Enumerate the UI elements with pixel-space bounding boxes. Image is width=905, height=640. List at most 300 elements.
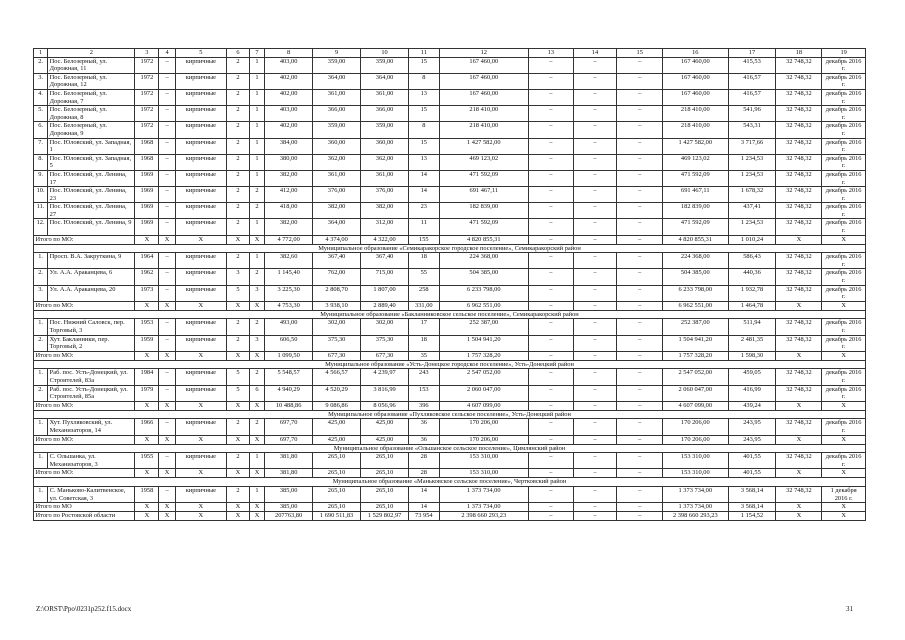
- table-cell: кирпичные: [175, 57, 226, 73]
- table-cell: 15: [409, 106, 440, 122]
- table-cell: 1: [249, 170, 264, 186]
- table-cell: кирпичные: [175, 335, 226, 351]
- table-cell: Х: [249, 401, 264, 410]
- table-cell: 1 099,50: [265, 351, 313, 360]
- table-cell: 1 427 582,00: [439, 138, 528, 154]
- table-cell: 167 460,00: [439, 57, 528, 73]
- table-cell: 2 481,35: [728, 335, 776, 351]
- table-cell: 218 410,00: [439, 106, 528, 122]
- table-cell: –: [528, 122, 573, 138]
- table-cell: кирпичные: [175, 319, 226, 335]
- table-cell: 32 748,32: [776, 319, 822, 335]
- table-cell: 425,00: [361, 435, 409, 444]
- municipality-section-row: [34, 360, 866, 369]
- table-cell: 1955: [135, 453, 159, 469]
- table-cell: 1: [249, 138, 264, 154]
- total-label: Итого по МО:: [34, 235, 135, 244]
- table-cell: –: [617, 219, 663, 235]
- table-cell: 243,95: [728, 435, 776, 444]
- table-cell: 425,00: [313, 419, 361, 435]
- table-cell: декабрь 2016 г.: [822, 170, 866, 186]
- table-cell: 153 310,00: [663, 453, 728, 469]
- table-cell: –: [617, 203, 663, 219]
- table-cell: 5.: [34, 106, 48, 122]
- table-cell: 153 310,00: [439, 453, 528, 469]
- table-cell: 224 368,00: [663, 253, 728, 269]
- table-cell: 4 753,30: [265, 301, 313, 310]
- table-cell: 1 010,24: [728, 235, 776, 244]
- table-cell: декабрь 2016 г.: [822, 335, 866, 351]
- table-cell: 1 145,40: [265, 269, 313, 285]
- table-cell: –: [528, 435, 573, 444]
- table-cell: 32 748,32: [776, 253, 822, 269]
- table-row: [34, 269, 866, 285]
- table-cell: 12.: [34, 219, 48, 235]
- table-cell: Х: [776, 503, 822, 512]
- table-cell: 218 410,00: [663, 106, 728, 122]
- table-cell: 677,30: [313, 351, 361, 360]
- table-cell: 1 932,78: [728, 285, 776, 301]
- table-cell: Х: [175, 235, 226, 244]
- column-number-header: 7: [249, 49, 264, 58]
- table-cell: Х: [175, 301, 226, 310]
- table-cell: 2: [249, 319, 264, 335]
- table-cell: Х: [776, 512, 822, 521]
- table-cell: 36: [409, 435, 440, 444]
- table-cell: 2 398 660 293,23: [439, 512, 528, 521]
- table-cell: –: [573, 385, 617, 401]
- table-cell: –: [617, 106, 663, 122]
- table-cell: –: [617, 486, 663, 502]
- table-cell: –: [617, 369, 663, 385]
- table-cell: –: [617, 73, 663, 89]
- table-cell: 504 385,00: [663, 269, 728, 285]
- table-row: [34, 122, 866, 138]
- table-cell: декабрь 2016 г.: [822, 219, 866, 235]
- table-row: [34, 253, 866, 269]
- table-cell: 1962: [135, 269, 159, 285]
- table-cell: 359,00: [361, 57, 409, 73]
- column-number-header: 10: [361, 49, 409, 58]
- table-cell: декабрь 2016 г.: [822, 89, 866, 105]
- table-cell: 367,40: [313, 253, 361, 269]
- address-cell: Пос. Юловский, ул. Ленина, 9: [48, 219, 135, 235]
- table-cell: 4 520,29: [313, 385, 361, 401]
- table-cell: Х: [135, 351, 159, 360]
- table-cell: декабрь 2016 г.: [822, 187, 866, 203]
- table-cell: 1 декабря 2016 г.: [822, 486, 866, 502]
- table-cell: 366,00: [361, 106, 409, 122]
- table-cell: декабрь 2016 г.: [822, 203, 866, 219]
- table-cell: 170 206,00: [663, 419, 728, 435]
- table-cell: 2 808,70: [313, 285, 361, 301]
- table-cell: Х: [226, 301, 249, 310]
- table-cell: 677,30: [361, 351, 409, 360]
- total-label: Итого по МО: [34, 503, 135, 512]
- address-cell: Ул. А.А. Араканцева, 20: [48, 285, 135, 301]
- table-cell: 1.: [34, 319, 48, 335]
- table-cell: Х: [249, 351, 264, 360]
- table-cell: 2: [249, 269, 264, 285]
- column-number-header: 13: [528, 49, 573, 58]
- table-cell: –: [573, 453, 617, 469]
- table-cell: 3.: [34, 285, 48, 301]
- table-cell: Х: [135, 469, 159, 478]
- table-cell: 1 373 734,00: [439, 503, 528, 512]
- municipality-section-row: [34, 310, 866, 319]
- table-cell: 2 060 047,00: [663, 385, 728, 401]
- table-cell: 167 460,00: [663, 73, 728, 89]
- total-row: [34, 503, 866, 512]
- table-cell: 14: [409, 170, 440, 186]
- table-cell: 382,00: [265, 170, 313, 186]
- table-cell: 418,00: [265, 203, 313, 219]
- table-cell: –: [617, 301, 663, 310]
- address-cell: С. Ольшанка, ул. Механизаторов, 3: [48, 453, 135, 469]
- table-cell: –: [573, 219, 617, 235]
- table-cell: 28: [409, 453, 440, 469]
- table-cell: Х: [175, 469, 226, 478]
- table-cell: 8.: [34, 154, 48, 170]
- table-cell: 1 678,32: [728, 187, 776, 203]
- table-cell: Х: [249, 512, 264, 521]
- table-cell: Х: [249, 435, 264, 444]
- table-cell: –: [159, 419, 175, 435]
- table-row: [34, 89, 866, 105]
- table-cell: 1 234,53: [728, 219, 776, 235]
- table-cell: 1968: [135, 154, 159, 170]
- table-cell: –: [528, 269, 573, 285]
- table-cell: Х: [822, 503, 866, 512]
- table-cell: –: [573, 419, 617, 435]
- table-cell: Х: [776, 351, 822, 360]
- table-cell: Х: [226, 469, 249, 478]
- table-cell: –: [528, 401, 573, 410]
- table-cell: 1972: [135, 106, 159, 122]
- table-cell: 359,00: [313, 57, 361, 73]
- table-cell: 4 607 099,00: [663, 401, 728, 410]
- table-cell: декабрь 2016 г.: [822, 154, 866, 170]
- table-cell: 2: [226, 253, 249, 269]
- table-cell: декабрь 2016 г.: [822, 106, 866, 122]
- total-row: [34, 235, 866, 244]
- table-cell: 1972: [135, 89, 159, 105]
- table-cell: 1: [249, 486, 264, 502]
- table-cell: 360,00: [313, 138, 361, 154]
- table-cell: 13: [409, 154, 440, 170]
- table-cell: –: [573, 435, 617, 444]
- table-cell: Х: [159, 301, 175, 310]
- table-cell: 2: [226, 138, 249, 154]
- table-cell: 32 748,32: [776, 170, 822, 186]
- table-cell: 6 962 551,00: [439, 301, 528, 310]
- table-cell: 5 548,57: [265, 369, 313, 385]
- table-cell: 511,94: [728, 319, 776, 335]
- table-cell: 28: [409, 469, 440, 478]
- table-cell: 1969: [135, 187, 159, 203]
- table-cell: 3: [226, 269, 249, 285]
- table-cell: 401,55: [728, 453, 776, 469]
- column-number-header: 1: [34, 49, 48, 58]
- table-cell: 4 374,00: [313, 235, 361, 244]
- table-cell: 14: [409, 486, 440, 502]
- table-cell: декабрь 2016 г.: [822, 453, 866, 469]
- total-label: Итого по МО:: [34, 351, 135, 360]
- total-label: Итого по МО:: [34, 435, 135, 444]
- table-cell: –: [159, 89, 175, 105]
- table-cell: 2 547 052,00: [663, 369, 728, 385]
- table-row: [34, 385, 866, 401]
- table-cell: 2: [226, 154, 249, 170]
- table-cell: 32 748,32: [776, 486, 822, 502]
- table-row: [34, 57, 866, 73]
- table-cell: 697,70: [265, 435, 313, 444]
- table-cell: –: [573, 351, 617, 360]
- table-cell: 415,53: [728, 57, 776, 73]
- table-cell: 425,00: [361, 419, 409, 435]
- table-cell: 1 373 734,00: [663, 486, 728, 502]
- table-row: [34, 369, 866, 385]
- table-cell: 170 206,00: [439, 419, 528, 435]
- table-cell: –: [573, 469, 617, 478]
- table-cell: 543,31: [728, 122, 776, 138]
- table-cell: 1973: [135, 285, 159, 301]
- table-cell: Х: [249, 301, 264, 310]
- table-cell: 32 748,32: [776, 453, 822, 469]
- table-cell: –: [528, 187, 573, 203]
- table-cell: Х: [159, 401, 175, 410]
- page-number: 31: [846, 605, 853, 613]
- table-cell: 9 086,86: [313, 401, 361, 410]
- table-cell: 8: [409, 73, 440, 89]
- table-cell: 361,00: [313, 170, 361, 186]
- table-cell: 1: [249, 253, 264, 269]
- table-cell: 1959: [135, 335, 159, 351]
- table-cell: 6 233 798,00: [439, 285, 528, 301]
- table-cell: 2: [226, 89, 249, 105]
- table-cell: 32 748,32: [776, 138, 822, 154]
- table-cell: –: [528, 335, 573, 351]
- municipality-section-row: [34, 478, 866, 487]
- address-cell: Пос. Белозерный, ул. Дорожная, 7: [48, 89, 135, 105]
- table-cell: 2: [249, 369, 264, 385]
- table-cell: –: [573, 73, 617, 89]
- table-cell: Х: [135, 512, 159, 521]
- total-label: Итого по МО:: [34, 469, 135, 478]
- table-cell: 265,10: [361, 486, 409, 502]
- address-cell: Ул. А.А. Араканцева, 6: [48, 269, 135, 285]
- table-cell: 4 607 099,00: [439, 401, 528, 410]
- total-row: [34, 435, 866, 444]
- table-cell: Х: [159, 351, 175, 360]
- table-cell: 4 322,00: [361, 235, 409, 244]
- table-row: [34, 138, 866, 154]
- table-cell: 10.: [34, 187, 48, 203]
- table-cell: 360,00: [361, 138, 409, 154]
- table-cell: 6.: [34, 122, 48, 138]
- table-cell: –: [528, 138, 573, 154]
- table-cell: 385,00: [265, 486, 313, 502]
- table-cell: 416,99: [728, 385, 776, 401]
- table-row: [34, 219, 866, 235]
- table-cell: 362,00: [313, 154, 361, 170]
- table-cell: Х: [175, 512, 226, 521]
- table-cell: 218 410,00: [439, 122, 528, 138]
- table-cell: 2: [226, 319, 249, 335]
- table-cell: –: [617, 269, 663, 285]
- table-cell: –: [573, 154, 617, 170]
- table-cell: –: [573, 170, 617, 186]
- table-cell: 697,70: [265, 419, 313, 435]
- table-cell: –: [617, 285, 663, 301]
- table-cell: кирпичные: [175, 187, 226, 203]
- table-cell: декабрь 2016 г.: [822, 385, 866, 401]
- table-row: [34, 203, 866, 219]
- table-row: [34, 419, 866, 435]
- table-cell: Х: [776, 435, 822, 444]
- table-cell: декабрь 2016 г.: [822, 57, 866, 73]
- table-cell: 2: [226, 106, 249, 122]
- table-cell: 167 460,00: [663, 89, 728, 105]
- table-cell: Х: [159, 235, 175, 244]
- table-cell: Х: [175, 351, 226, 360]
- table-cell: 32 748,32: [776, 89, 822, 105]
- table-cell: –: [573, 369, 617, 385]
- table-cell: 218 410,00: [663, 122, 728, 138]
- table-cell: 167 460,00: [439, 89, 528, 105]
- table-cell: 425,00: [313, 435, 361, 444]
- table-cell: 170 206,00: [439, 435, 528, 444]
- total-label: Итого по МО:: [34, 401, 135, 410]
- table-cell: –: [617, 385, 663, 401]
- table-cell: 1 504 941,20: [663, 335, 728, 351]
- table-cell: 382,00: [361, 203, 409, 219]
- table-cell: 691 467,11: [439, 187, 528, 203]
- table-cell: 459,05: [728, 369, 776, 385]
- table-cell: –: [617, 512, 663, 521]
- table-cell: 1 464,78: [728, 301, 776, 310]
- municipality-title: Муниципальное образование «Пухляковское сельское поселение», Усть-Донецкий район: [34, 410, 866, 419]
- table-cell: 2: [226, 187, 249, 203]
- table-row: [34, 73, 866, 89]
- table-cell: кирпичные: [175, 385, 226, 401]
- table-cell: –: [528, 469, 573, 478]
- table-cell: 1: [249, 73, 264, 89]
- table-cell: Х: [135, 435, 159, 444]
- table-cell: 1.: [34, 253, 48, 269]
- table-cell: 167 460,00: [439, 73, 528, 89]
- table-cell: 17: [409, 319, 440, 335]
- address-cell: Пос. Юловский, ул. Ленина, 17: [48, 170, 135, 186]
- table-cell: 361,00: [313, 89, 361, 105]
- table-cell: –: [528, 235, 573, 244]
- table-cell: 252 387,00: [439, 319, 528, 335]
- table-cell: –: [573, 486, 617, 502]
- table-cell: 1.: [34, 369, 48, 385]
- table-cell: Х: [776, 469, 822, 478]
- municipality-title: Муниципальное образование «Усть-Донецкое городское поселение», Усть-Донецкий район: [34, 360, 866, 369]
- table-cell: –: [159, 170, 175, 186]
- table-row: [34, 486, 866, 502]
- table-cell: 4 820 855,31: [663, 235, 728, 244]
- table-cell: –: [617, 401, 663, 410]
- table-cell: 1.: [34, 453, 48, 469]
- table-cell: 5: [226, 385, 249, 401]
- table-cell: 541,96: [728, 106, 776, 122]
- table-cell: –: [617, 351, 663, 360]
- table-cell: 762,00: [313, 269, 361, 285]
- table-cell: 2 889,40: [361, 301, 409, 310]
- table-cell: 4 772,00: [265, 235, 313, 244]
- table-cell: 1: [249, 154, 264, 170]
- table-cell: 381,80: [265, 453, 313, 469]
- table-cell: 32 748,32: [776, 385, 822, 401]
- table-row: [34, 335, 866, 351]
- table-cell: 1984: [135, 369, 159, 385]
- table-cell: 1 427 582,00: [663, 138, 728, 154]
- table-cell: 2.: [34, 269, 48, 285]
- total-row: [34, 401, 866, 410]
- table-cell: Х: [776, 301, 822, 310]
- table-cell: –: [528, 351, 573, 360]
- table-cell: 36: [409, 419, 440, 435]
- table-row: [34, 285, 866, 301]
- table-cell: 403,00: [265, 106, 313, 122]
- table-cell: 312,00: [361, 219, 409, 235]
- table-cell: –: [159, 369, 175, 385]
- table-cell: –: [528, 285, 573, 301]
- table-cell: 362,00: [361, 154, 409, 170]
- column-number-header: 14: [573, 49, 617, 58]
- table-cell: –: [159, 219, 175, 235]
- table-cell: Х: [175, 435, 226, 444]
- table-cell: 437,41: [728, 203, 776, 219]
- table-cell: кирпичные: [175, 203, 226, 219]
- table-cell: 376,00: [313, 187, 361, 203]
- address-cell: Хут. Пухляковский, ул. Механизаторов, 14: [48, 419, 135, 435]
- column-number-header: 18: [776, 49, 822, 58]
- table-cell: 2: [226, 203, 249, 219]
- table-cell: кирпичные: [175, 89, 226, 105]
- table-cell: –: [617, 253, 663, 269]
- table-cell: 396: [409, 401, 440, 410]
- table-cell: 1 234,53: [728, 154, 776, 170]
- table-cell: 8: [409, 122, 440, 138]
- table-cell: 182 839,00: [663, 203, 728, 219]
- table-cell: 2: [226, 170, 249, 186]
- table-cell: 1.: [34, 486, 48, 502]
- table-cell: –: [528, 453, 573, 469]
- table-cell: 5: [226, 285, 249, 301]
- table-row: [34, 319, 866, 335]
- column-number-header: 6: [226, 49, 249, 58]
- address-cell: Пос. Юловский, ул. Ленина, 27: [48, 203, 135, 219]
- table-cell: 1: [249, 57, 264, 73]
- table-cell: –: [617, 319, 663, 335]
- table-cell: декабрь 2016 г.: [822, 122, 866, 138]
- table-cell: 3: [249, 335, 264, 351]
- table-cell: 1 690 511,83: [313, 512, 361, 521]
- table-cell: 1 504 941,20: [439, 335, 528, 351]
- table-cell: 32 748,32: [776, 73, 822, 89]
- table-cell: 3 717,66: [728, 138, 776, 154]
- table-cell: –: [617, 469, 663, 478]
- column-number-header: 12: [439, 49, 528, 58]
- table-cell: –: [617, 453, 663, 469]
- table-cell: 2 547 052,00: [439, 369, 528, 385]
- table-cell: 1979: [135, 385, 159, 401]
- table-cell: 167 460,00: [663, 57, 728, 73]
